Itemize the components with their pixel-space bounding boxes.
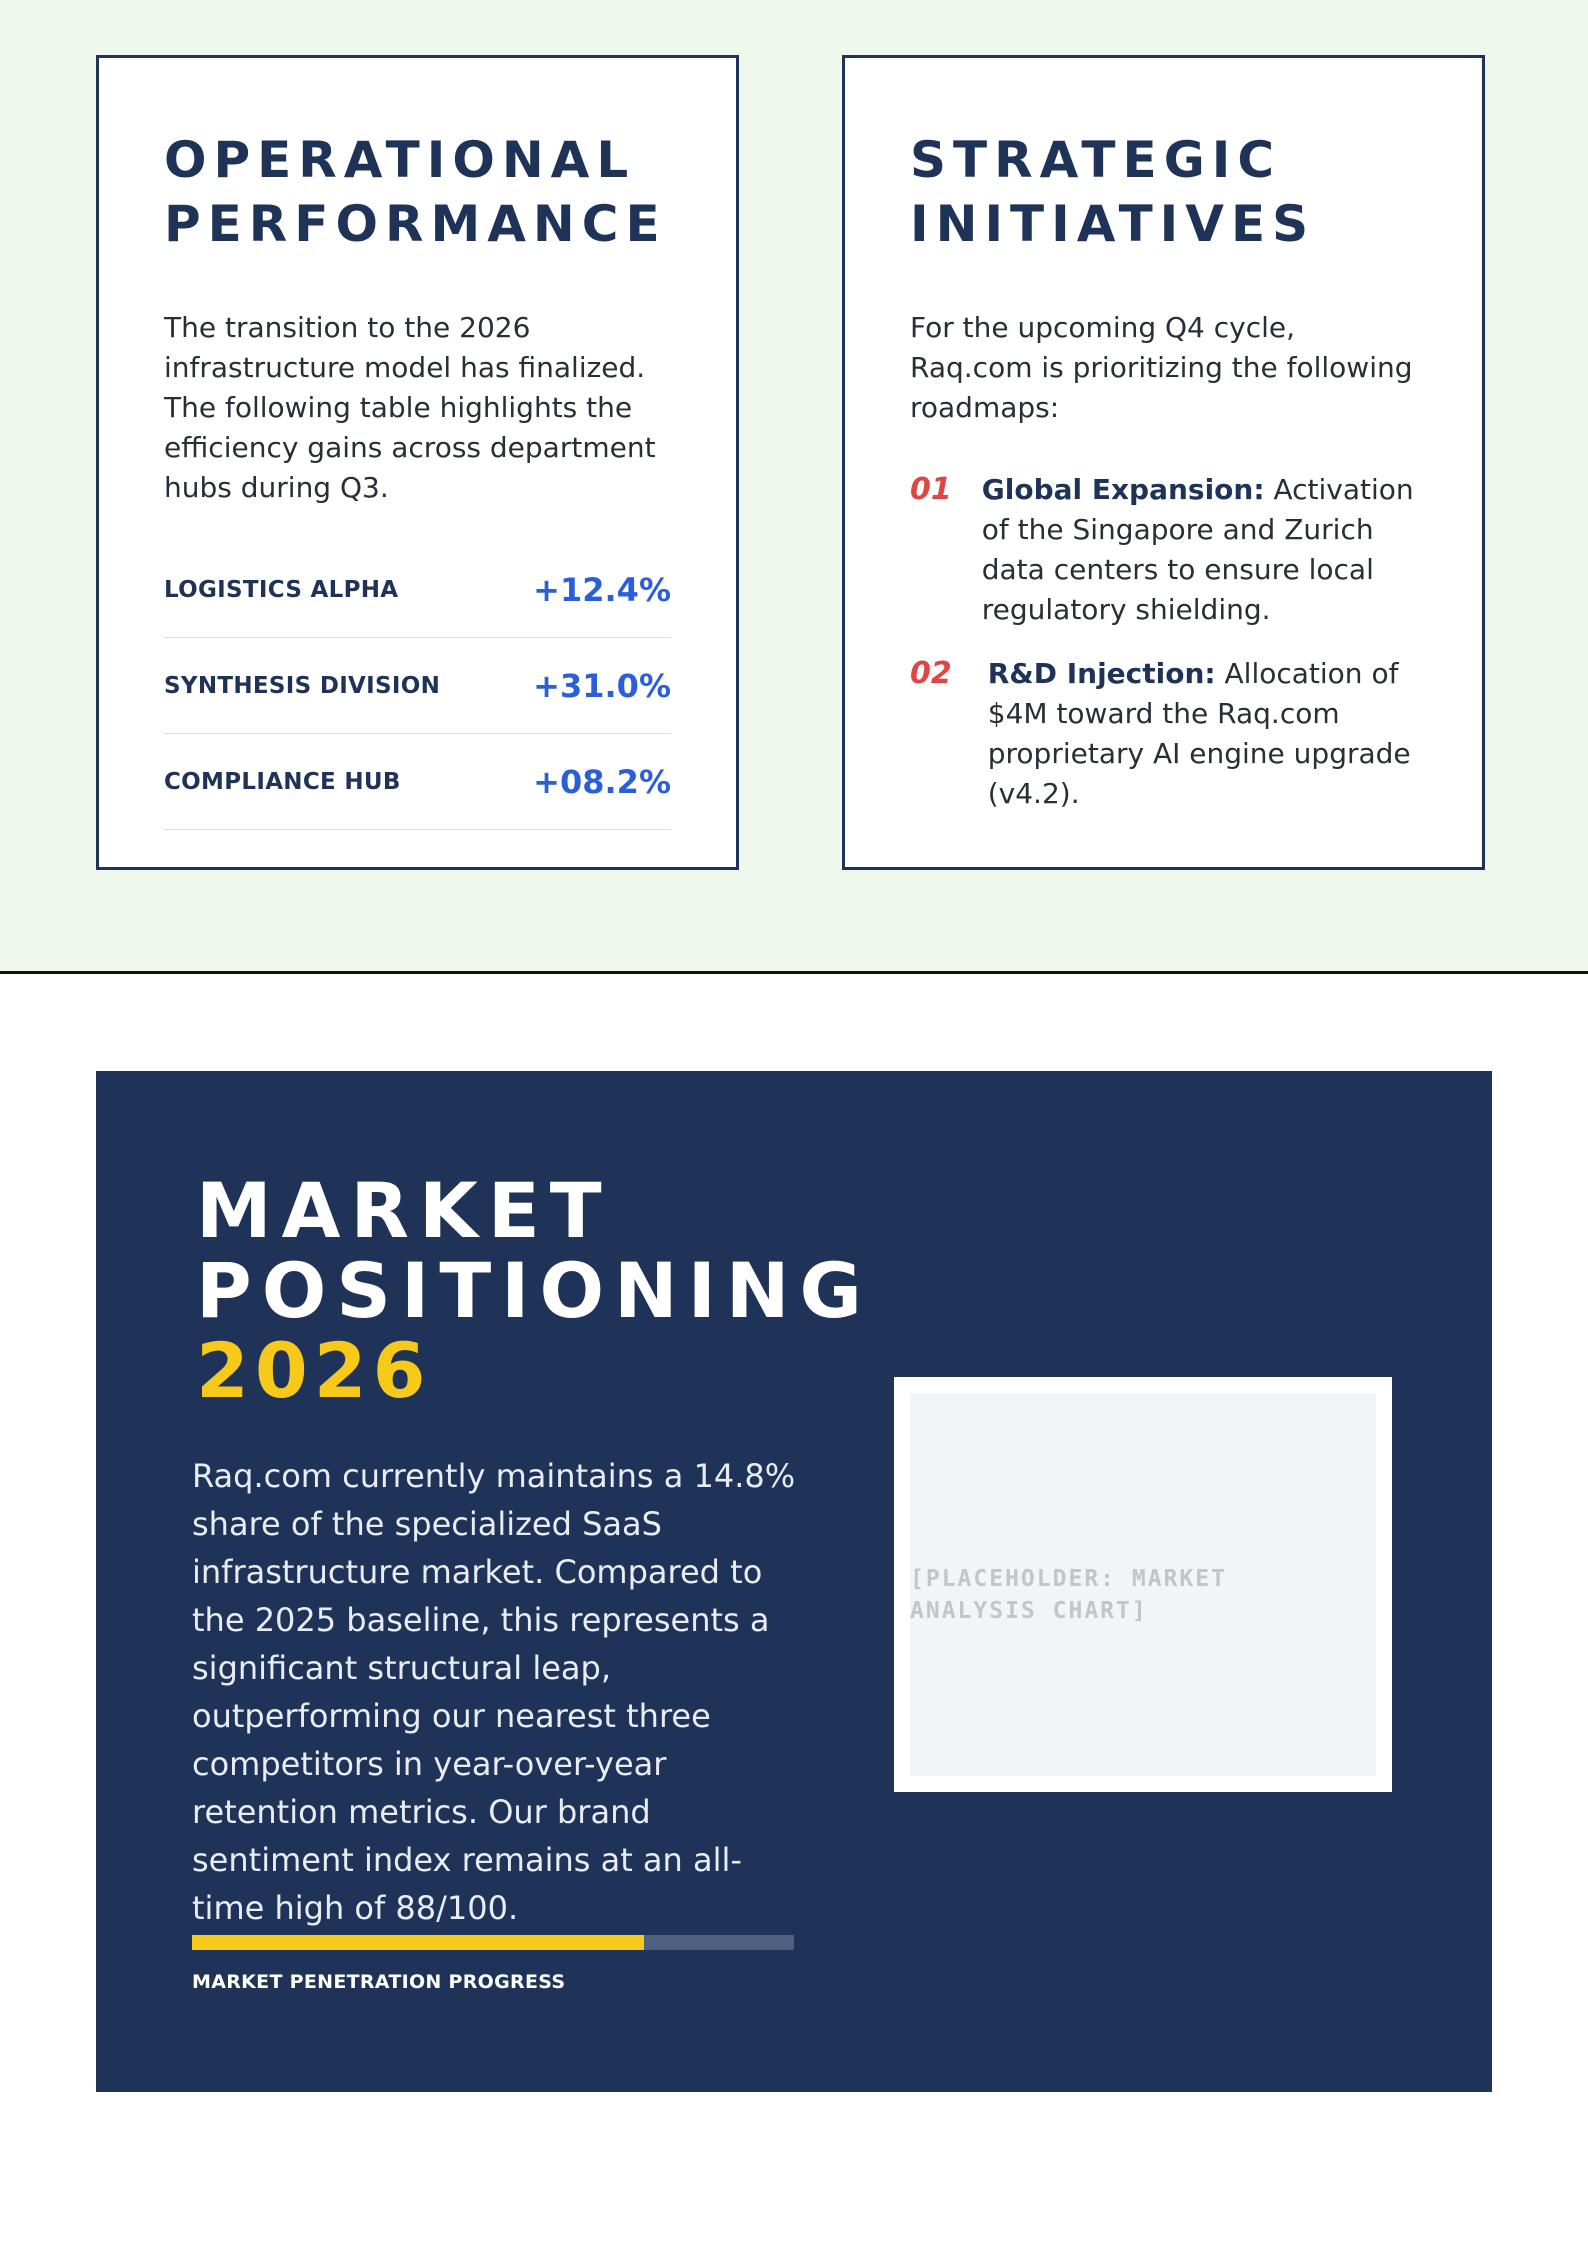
strategic-intro-text: For the upcoming Q4 cycle, Raq.com is prioritizing the following roadmaps: (910, 311, 1413, 424)
metric-value: +31.0% (533, 666, 671, 705)
strategic-initiatives-card (842, 55, 1485, 870)
roadmap-item (910, 654, 1417, 814)
operational-intro-text: The transition to the 2026 infrastructure model has finalized. The following table highlights the efficiency gains across department hubs during Q3. (164, 311, 656, 504)
roadmap-number: 02 (910, 656, 952, 691)
section-divider (0, 971, 1588, 974)
market-positioning-heading: MARKET POSITIONING 2026 (196, 1166, 872, 1415)
market-body-text: Raq.com currently maintains a 14.8% share of the specialized SaaS infrastructure market. Compared to the 2025 baseline, this represents a significant structural leap, outperforming our nearest three competitors in year-over-year retention metrics. Our brand sentiment index remains at an all-time high of 88/100. (192, 1457, 796, 1927)
metric-value: +08.2% (533, 762, 671, 801)
roadmap-list (910, 470, 1417, 814)
market-penetration-progress-bar (192, 1935, 794, 1950)
metric-name: COMPLIANCE HUB (164, 768, 401, 795)
roadmap-item (910, 470, 1417, 630)
progress-fill (192, 1935, 644, 1950)
roadmap-number: 01 (910, 472, 952, 507)
metric-row (164, 542, 671, 638)
chart-placeholder-text: [PLACEHOLDER: MARKET ANALYSIS CHART] (910, 1566, 1227, 1624)
market-positioning-panel (96, 1071, 1492, 2092)
strategic-initiatives-heading: STRATEGIC INITIATIVES (910, 131, 1316, 253)
roadmap-description: R&D Injection: Allocation of $4M toward the Raq.com proprietary AI engine upgrade (v4.2). (987, 657, 1411, 810)
efficiency-metrics-table (164, 542, 671, 830)
operational-performance-card (96, 55, 739, 870)
metric-row (164, 734, 671, 830)
roadmap-title: Global Expansion: (981, 473, 1265, 506)
metric-name: SYNTHESIS DIVISION (164, 672, 441, 699)
roadmap-description: Global Expansion: Activation of the Singapore and Zurich data centers to ensure local regulatory shielding. (981, 473, 1414, 626)
heading-year: 2026 (196, 1326, 432, 1415)
metric-name: LOGISTICS ALPHA (164, 576, 399, 603)
roadmap-title: R&D Injection: (987, 657, 1216, 690)
chart-placeholder-area (910, 1393, 1376, 1776)
progress-label: MARKET PENETRATION PROGRESS (192, 1971, 566, 1993)
metric-value: +12.4% (533, 570, 671, 609)
metric-row (164, 638, 671, 734)
operational-performance-heading: OPERATIONAL PERFORMANCE (164, 131, 667, 253)
market-chart-frame (894, 1377, 1392, 1792)
